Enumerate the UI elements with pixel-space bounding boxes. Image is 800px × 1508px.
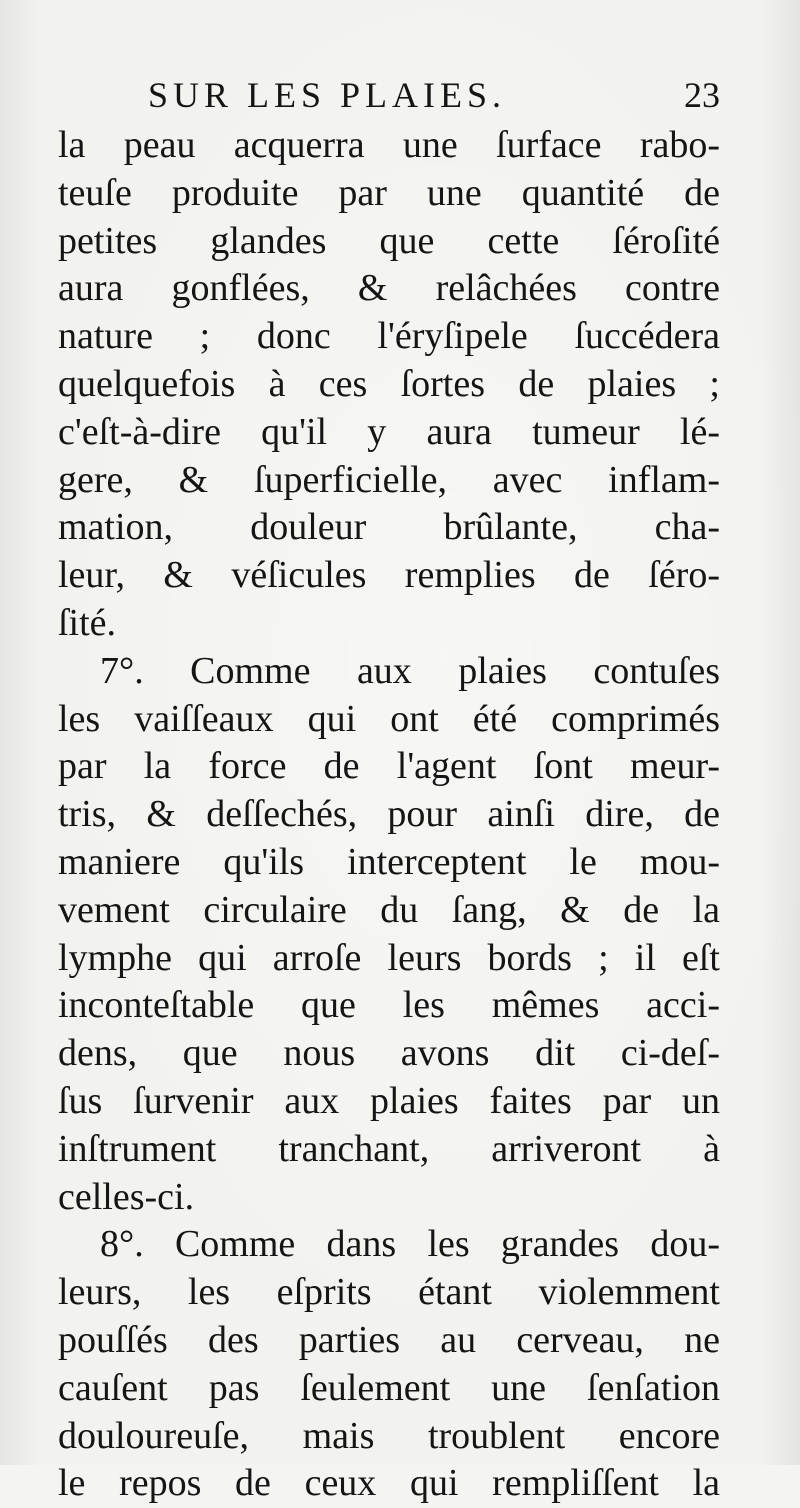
text-line: vement circulaire du ſang, & de la [58,888,720,931]
running-head: SUR LES PLAIES. [148,75,507,115]
page-number: 23 [684,75,720,115]
text-line: nature ; donc l'éryſipele ſuccédera [58,315,720,358]
text-line: la peau acquerra une ſurface rabo- [58,124,720,166]
text-line: inſtrument tranchant, arriveront à [58,1127,720,1170]
text-line: cauſent pas ſeulement une ſenſation [58,1366,720,1409]
text-line: petites glandes que cette ſéroſité [58,219,720,262]
text-line: dens, que nous avons dit ci-deſ- [58,1032,720,1075]
text-line: le repos de ceux qui rempliſſent la [58,1462,720,1505]
text-line: les vaiſſeaux qui ont été comprimés [58,697,720,740]
text-line: quelquefois à ces ſortes de plaies ; [58,362,720,405]
paragraph-start-line: 7°. Comme aux plaies contuſes [100,649,720,692]
text-line: lymphe qui arroſe leurs bords ; il eſt [58,936,720,979]
text-line: ſus ſurvenir aux plaies faites par un [58,1079,720,1122]
paragraph-end-line: celles-ci. [58,1175,195,1218]
text-line: pouſſés des parties au cerveau, ne [58,1318,720,1361]
text-line: aura gonflées, & relâchées contre [58,267,720,310]
text-line: leur, & véſicules remplies de ſéro- [58,554,720,597]
text-line: inconteſtable que les mêmes acci- [58,984,720,1027]
page-header [60,72,720,118]
text-line: par la force de l'agent ſont meur- [58,745,720,788]
text-line: douloureuſe, mais troublent encore [58,1414,720,1457]
paragraph-start-line: 8°. Comme dans les grandes dou- [100,1223,720,1266]
text-line: gere, & ſuperficielle, avec inflam- [58,458,720,501]
paragraph-end-line: ſité. [58,601,117,644]
text-line: c'eſt-à-dire qu'il y aura tumeur lé- [58,410,720,453]
text-line: tris, & deſſechés, pour ainſi dire, de [58,793,720,836]
text-line: maniere qu'ils interceptent le mou- [58,840,720,883]
body-text [58,122,720,1508]
text-line: leurs, les eſprits étant violemment [58,1271,720,1314]
text-line: mation, douleur brûlante, cha- [58,506,720,549]
text-line: teuſe produite par une quantité de [58,171,720,214]
